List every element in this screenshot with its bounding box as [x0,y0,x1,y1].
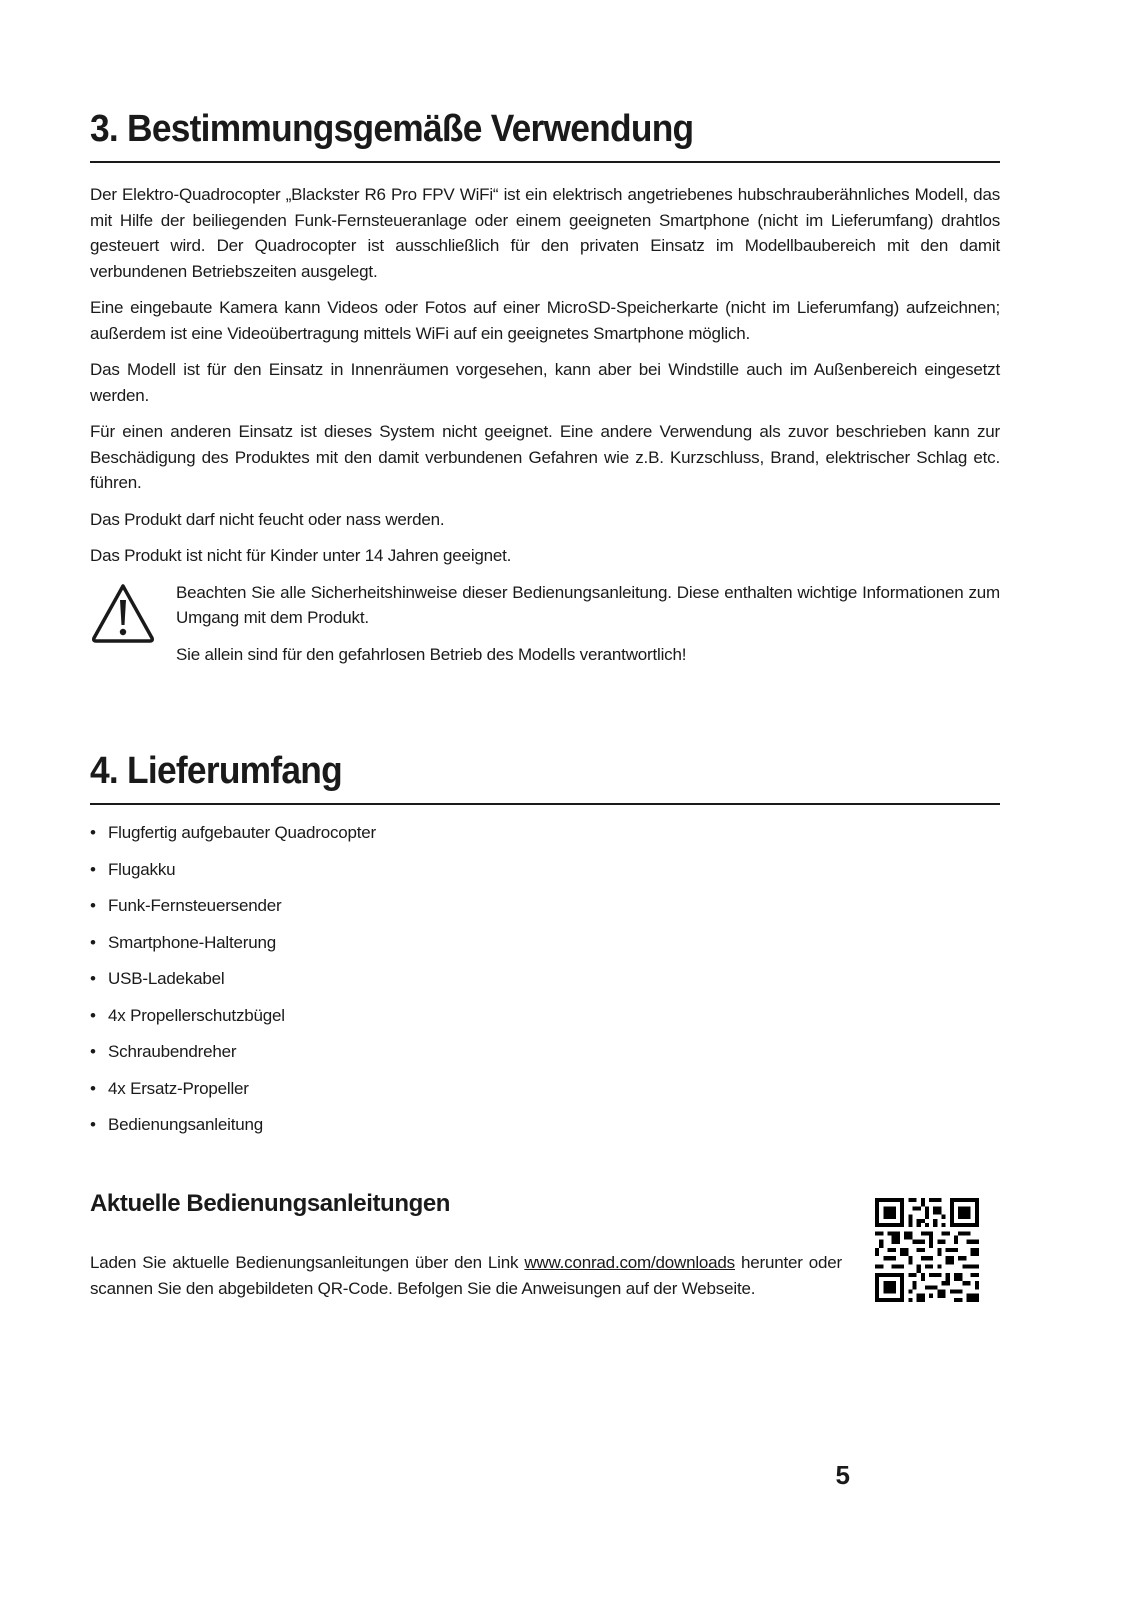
paragraph: Für einen anderen Einsatz ist dieses System nicht geeignet. Eine andere Verwendung als zuvor beschrieben kann zur Beschädigung des Produktes mit den damit verbundenen Gefahren wie z.B. Kurzschluss, Brand, elektrischer Schlag etc. führen. [90,422,1000,492]
paragraph: Das Produkt darf nicht feucht oder nass werden. [90,509,445,529]
list-item: • Flugakku [90,859,176,879]
warning-triangle-icon [90,582,156,644]
list-item: • 4x Propellerschutzbügel [90,1005,285,1025]
list-item: • Smartphone-Halterung [90,932,276,952]
safety-warning [90,580,1000,668]
paragraph: Eine eingebaute Kamera kann Videos oder Fotos auf einer MicroSD-Speicherkarte (nicht im Lieferumfang) aufzeichnen; außerdem ist eine Videoübertragung mittels WiFi auf ein geeignetes Smartphone möglich. [90,298,1000,343]
paragraph: Das Produkt ist nicht für Kinder unter 14 Jahren geeignet. [90,546,512,565]
paragraph: Der Elektro-Quadrocopter „Blackster R6 Pro FPV WiFi“ ist ein elektrisch angetriebenes hubschrauberähnliches Modell, das mit Hilfe der beiliegenden Funk-Fernsteueranlage oder einem geeigneten Smartphone (nicht im Lieferumfang) drahtlos gesteuert wird. Der Quadrocopter ist ausschließlich für den privaten Einsatz im Modellbaubereich mit den damit verbundenen Betriebszeiten ausgelegt. [90,185,1000,281]
manuals-title: Aktuelle Bedienungsanleitungen [90,1190,451,1217]
delivery-contents-list [90,820,1000,1149]
warning-line: Sie allein sind für den gefahrlosen Betrieb des Modells verantwortlich! [176,644,687,664]
list-item: • Bedienungsanleitung [90,1115,264,1134]
section-4-title: 4. Lieferumfang [90,750,342,792]
paragraph: Das Modell ist für den Einsatz in Innenräumen vorgesehen, kann aber bei Windstille auch im Außenbereich eingesetzt werden. [90,360,1000,405]
page-number: 5 [835,1460,850,1490]
list-item: • Funk-Fernsteuersender [90,896,282,915]
manuals-text: Laden Sie aktuelle Bedienungsanleitungen über den Link www.conrad.com/downloads herunter oder scannen Sie den abgebildeten QR-Code. Befolgen Sie die Anweisungen auf der Webseite. [90,1253,842,1298]
list-item: • Schraubendreher [90,1042,237,1061]
warning-line: Beachten Sie alle Sicherheitshinweise dieser Bedienungsanleitung. Diese enthalten wichtige Informationen zum Umgang mit dem Produkt. [176,582,1000,627]
section-3-title: 3. Bestimmungsgemäße Verwendung [90,108,694,150]
list-item: • 4x Ersatz-Propeller [90,1078,249,1098]
qr-code-icon [875,1198,979,1302]
list-item: • USB-Ladekabel [90,969,225,988]
list-item: • Flugfertig aufgebauter Quadrocopter [90,823,377,842]
section-4-heading-wrap [90,750,1000,805]
section-3-heading-wrap [90,108,1000,163]
section-3-body [90,182,1000,678]
downloads-link[interactable]: www.conrad.com/downloads [524,1253,735,1272]
